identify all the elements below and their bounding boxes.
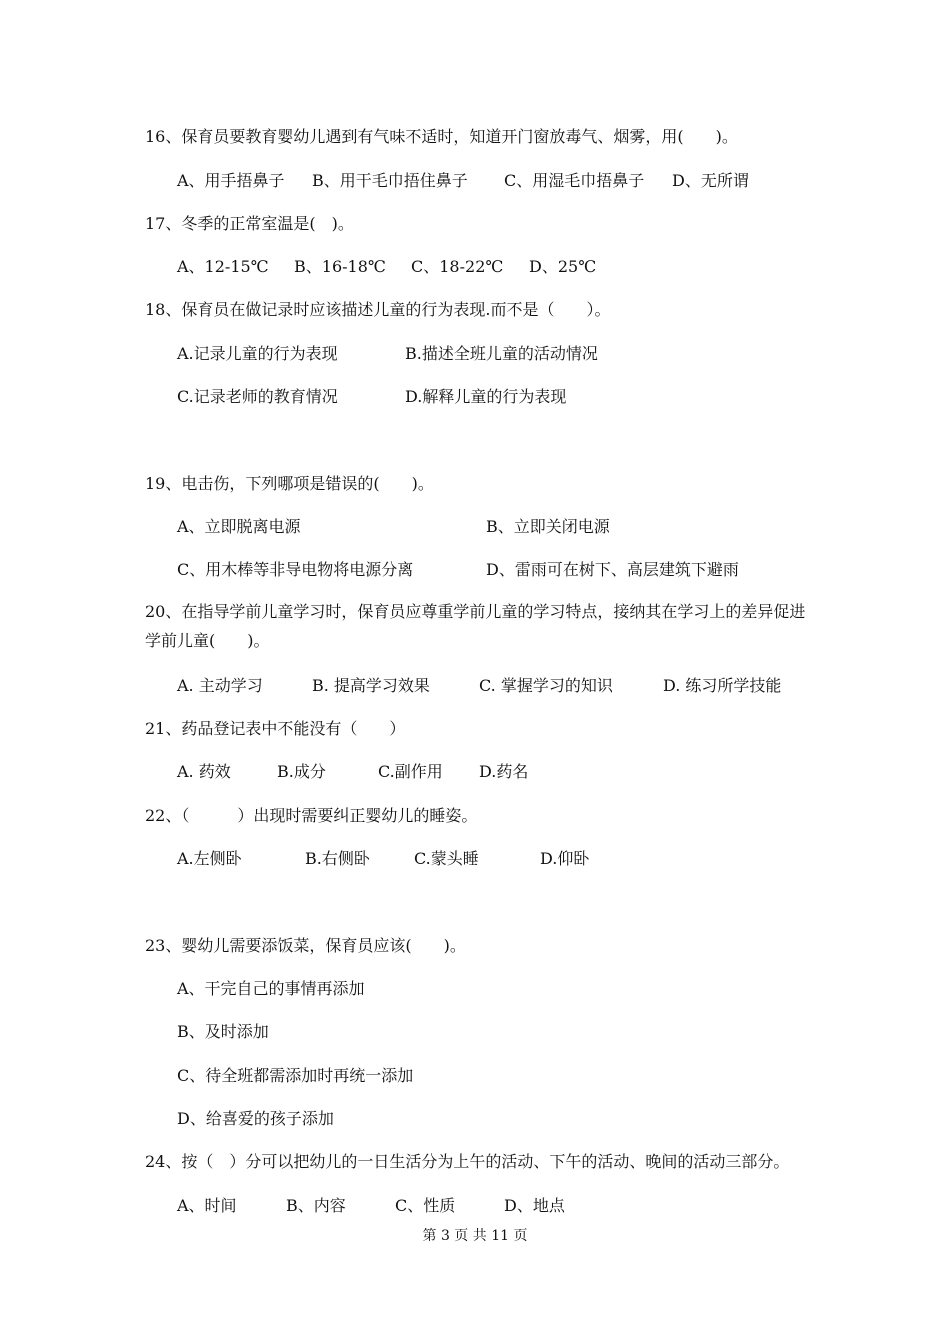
q17-option-a: A、12-15℃ bbox=[177, 257, 269, 276]
q23-option-b: B、及时添加 bbox=[177, 1022, 269, 1041]
q17-option-c: C、18-22℃ bbox=[411, 257, 504, 276]
q20-option-b: B. 提高学习效果 bbox=[312, 676, 430, 695]
q20-option-a: A. 主动学习 bbox=[177, 676, 263, 695]
q22-option-c: C.蒙头睡 bbox=[414, 849, 479, 868]
q19-option-b: B、立即关闭电源 bbox=[486, 517, 610, 536]
q19-option-d: D、雷雨可在树下、高层建筑下避雨 bbox=[486, 560, 739, 579]
q24-option-d: D、地点 bbox=[504, 1196, 565, 1215]
q21-option-a: A. 药效 bbox=[177, 762, 231, 781]
question-18: 18、保育员在做记录时应该描述儿童的行为表现.而不是（ ）。 bbox=[145, 300, 611, 319]
q20-option-c: C. 掌握学习的知识 bbox=[479, 676, 613, 695]
q23-option-d: D、给喜爱的孩子添加 bbox=[177, 1109, 334, 1128]
question-19: 19、电击伤，下列哪项是错误的( )。 bbox=[145, 474, 434, 493]
q16-option-c: C、用湿毛巾捂鼻子 bbox=[504, 171, 645, 190]
q21-option-b: B.成分 bbox=[277, 762, 326, 781]
q16-option-d: D、无所谓 bbox=[672, 171, 749, 190]
q18-option-c: C.记录老师的教育情况 bbox=[177, 387, 338, 406]
question-20: 20、在指导学前儿童学习时，保育员应尊重学前儿童的学习特点，接纳其在学习上的差异促进学前儿童( )。 bbox=[145, 602, 806, 650]
q19-option-c: C、用木棒等非导电物将电源分离 bbox=[177, 560, 414, 579]
q17-option-d: D、25℃ bbox=[529, 257, 597, 276]
q24-option-b: B、内容 bbox=[286, 1196, 346, 1215]
q16-option-b: B、用干毛巾捂住鼻子 bbox=[312, 171, 468, 190]
q20-option-d: D. 练习所学技能 bbox=[663, 676, 782, 695]
q23-option-c: C、待全班都需添加时再统一添加 bbox=[177, 1066, 414, 1085]
q18-option-a: A.记录儿童的行为表现 bbox=[177, 344, 338, 363]
question-23: 23、婴幼儿需要添饭菜，保育员应该( )。 bbox=[145, 936, 466, 955]
question-24: 24、按（ ）分可以把幼儿的一日生活分为上午的活动、下午的活动、晚间的活动三部分。 bbox=[145, 1152, 790, 1171]
q19-option-a: A、立即脱离电源 bbox=[177, 517, 301, 536]
q22-option-a: A.左侧卧 bbox=[177, 849, 242, 868]
q21-option-d: D.药名 bbox=[479, 762, 529, 781]
q18-option-b: B.描述全班儿童的活动情况 bbox=[405, 344, 598, 363]
q17-option-b: B、16-18℃ bbox=[294, 257, 386, 276]
q22-option-b: B.右侧卧 bbox=[305, 849, 370, 868]
question-22: 22、（ ）出现时需要纠正婴幼儿的睡姿。 bbox=[145, 806, 478, 825]
question-16: 16、保育员要教育婴幼儿遇到有气味不适时，知道开门窗放毒气、烟雾，用( )。 bbox=[145, 127, 738, 146]
q24-option-a: A、时间 bbox=[177, 1196, 237, 1215]
q16-option-a: A、用手捂鼻子 bbox=[177, 171, 285, 190]
page-number-footer: 第 3 页 共 11 页 bbox=[422, 1228, 528, 1244]
question-17: 17、冬季的正常室温是( )。 bbox=[145, 214, 354, 233]
q24-option-c: C、性质 bbox=[395, 1196, 456, 1215]
q18-option-d: D.解释儿童的行为表现 bbox=[405, 387, 567, 406]
q21-option-c: C.副作用 bbox=[378, 762, 443, 781]
q23-option-a: A、干完自己的事情再添加 bbox=[177, 979, 365, 998]
question-21: 21、药品登记表中不能没有（ ） bbox=[145, 719, 406, 738]
q22-option-d: D.仰卧 bbox=[540, 849, 590, 868]
